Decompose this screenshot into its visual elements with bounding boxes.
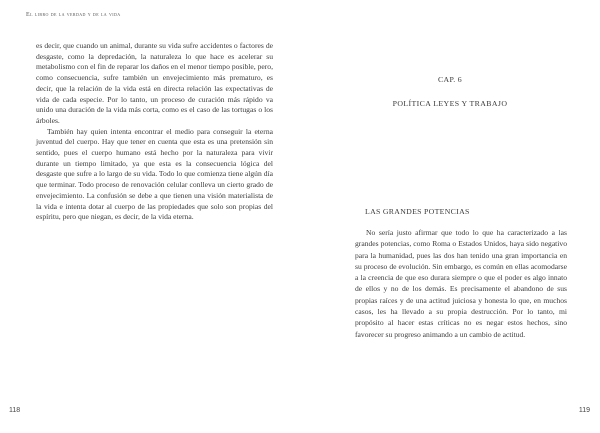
- page-number-left: 118: [9, 407, 21, 414]
- right-paragraph-1: No sería justo afirmar que todo lo que ha caracterizado a las grandes potencias, como Roma o Estados Unidos, haya sido negativo para la humanidad, pues las dos han tenido una gran importancia en su proceso de evolución. Sin embargo, es común en ellas acomodarse a la creencia de que eso durara siempre o que el poder es algo innato de ellos y no de los demás. Es precisamente el abandono de sus propias raíces y de una actitud juiciosa y honesta lo que, en muchos casos, les ha llevado a su propia destrucción. Por lo tanto, mi propósito al hacer estas críticas no es negar estos hechos, sino favorecer su progreso animando a un cambio de actitud.: [355, 228, 567, 339]
- section-heading: LAS GRANDES POTENCIAS: [365, 207, 470, 216]
- right-page-body: [355, 227, 567, 340]
- left-page-body: [36, 41, 273, 223]
- chapter-number: CAP. 6: [438, 75, 462, 84]
- right-page: [300, 0, 600, 433]
- chapter-title: POLÍTICA LEYES Y TRABAJO: [392, 99, 508, 108]
- left-paragraph-2: También hay quien intenta encontrar el medio para conseguir la eterna juventud del cuerpo. Hay que tener en cuenta que esta es una pretensión sin sentido, pues el cuerpo humano está hecho por la naturaleza para vivir durante un tiempo limitado, ya que esta es la consecuencia lógica del desgaste que sufre a lo largo de su vida. Todo lo que comienza tiene algún día que terminar. Todo proceso de renovación celular conlleva un cierto grado de envejecimiento. La confusión se debe a que tienen una visión materialista de la vida e intenta dotar al cuerpo de las propiedades que solo son propias del espíritu, pero que niegan, es decir, de la vida eterna.: [36, 126, 273, 222]
- page-number-right: 119: [578, 407, 590, 414]
- left-paragraph-1: es decir, que cuando un animal, durante su vida sufre accidentes o factores de desgaste, como la depredación, la naturaleza lo que hace es acelerar su metabolismo con el fin de reparar los daños en el menor tiempo posible, pero, como consecuencia, sufre también un envejecimiento más prematuro, es decir, que la relación de la vida está en directa relación las expectativas de vida de cada especie. Por lo tanto, un proceso de curación más rápido va unido una duración de la vida más corta, como es el caso de las tortugas o los árboles.: [36, 41, 273, 125]
- running-head: El libro de la verdad y de la vida: [26, 12, 121, 18]
